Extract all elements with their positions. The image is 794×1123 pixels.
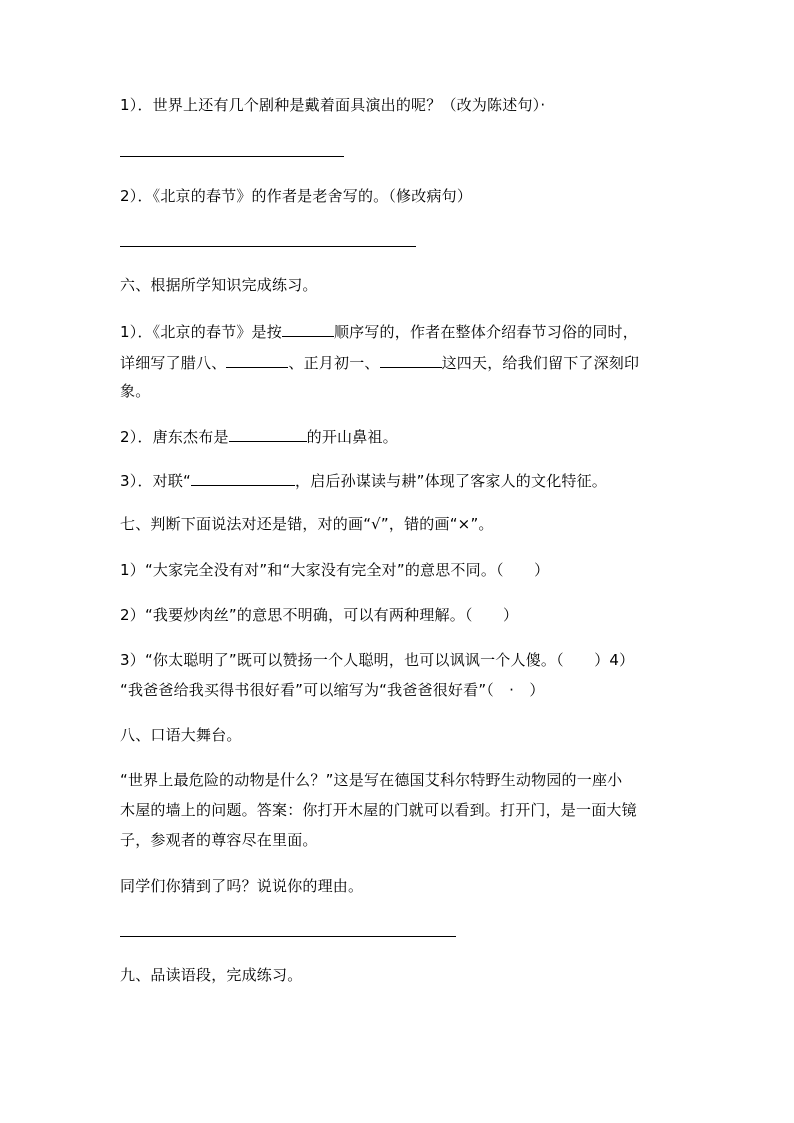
q6-item2-text-a: 2）．唐东杰布是 — [120, 428, 229, 446]
q8-prompt: 同学们你猜到了吗？说说你的理由。 — [120, 877, 364, 895]
answer-line-q5-2[interactable] — [120, 246, 416, 247]
q7-item4: “我爸爸给我买得书很好看”可以缩写为“我爸爸很好看”（ · ） — [120, 681, 545, 699]
q6-item1-text-b: 顺序写的，作者在整体介绍春节习俗的同时， — [333, 323, 638, 341]
q8-para-line3: 子，参观者的尊容尽在里面。 — [120, 831, 318, 849]
q6-item1-line2 — [120, 352, 639, 373]
q7-heading: 七、判断下面说法对还是错，对的画“√”，错的画“×”。 — [120, 515, 494, 533]
q6-item3 — [120, 470, 607, 491]
fill-blank-couplet[interactable] — [191, 470, 295, 486]
answer-line-q8[interactable] — [120, 936, 456, 937]
q6-item1-text-a: 1）．《北京的春节》是按 — [120, 323, 282, 341]
q6-item1-line1 — [120, 321, 638, 342]
q6-item1-line3: 象。 — [120, 382, 151, 400]
q6-item1-text-e: 这四天，给我们留下了深刻印 — [441, 354, 640, 372]
q7-item3: 3）“你太聪明了”既可以赞扬一个人聪明，也可以讽讽一个人傻。（ ）4） — [120, 651, 635, 669]
q8-para-line1: “世界上最危险的动物是什么？”这是写在德国艾科尔特野生动物园的一座小 — [120, 771, 623, 789]
q5-item2: 2）．《北京的春节》的作者是老舍写的。（修改病句） — [120, 187, 473, 205]
answer-line-q5-1[interactable] — [120, 156, 344, 157]
q6-item2-text-b: 的开山鼻祖。 — [306, 428, 398, 446]
q9-heading: 九、品读语段，完成练习。 — [120, 966, 303, 984]
q8-para-line2: 木屋的墙上的问题。答案：你打开木屋的门就可以看到。打开门，是一面大镜 — [120, 801, 637, 819]
q7-item1: 1）“大家完全没有对”和“大家没有完全对”的意思不同。（ ） — [120, 561, 550, 579]
fill-blank-festival-day-1[interactable] — [226, 352, 288, 368]
q6-item1-text-c: 详细写了腊八、 — [120, 354, 227, 372]
q8-heading: 八、口语大舞台。 — [120, 726, 242, 744]
q5-item1: 1）．世界上还有几个剧种是戴着面具演出的呢？（改为陈述句）· — [120, 96, 546, 114]
fill-blank-order[interactable] — [282, 321, 334, 337]
q6-item1-text-d: 、正月初一、 — [288, 354, 380, 372]
q6-heading: 六、根据所学知识完成练习。 — [120, 276, 318, 294]
fill-blank-festival-day-2[interactable] — [380, 352, 442, 368]
q6-item2 — [120, 426, 398, 447]
q6-item3-text-b: ，启后孙谋读与耕”体现了客家人的文化特征。 — [295, 472, 607, 490]
q7-item2: 2）“我要炒肉丝”的意思不明确，可以有两种理解。（ ） — [120, 606, 519, 624]
fill-blank-founder[interactable] — [229, 426, 307, 442]
q6-item3-text-a: 3）．对联“ — [120, 472, 192, 490]
